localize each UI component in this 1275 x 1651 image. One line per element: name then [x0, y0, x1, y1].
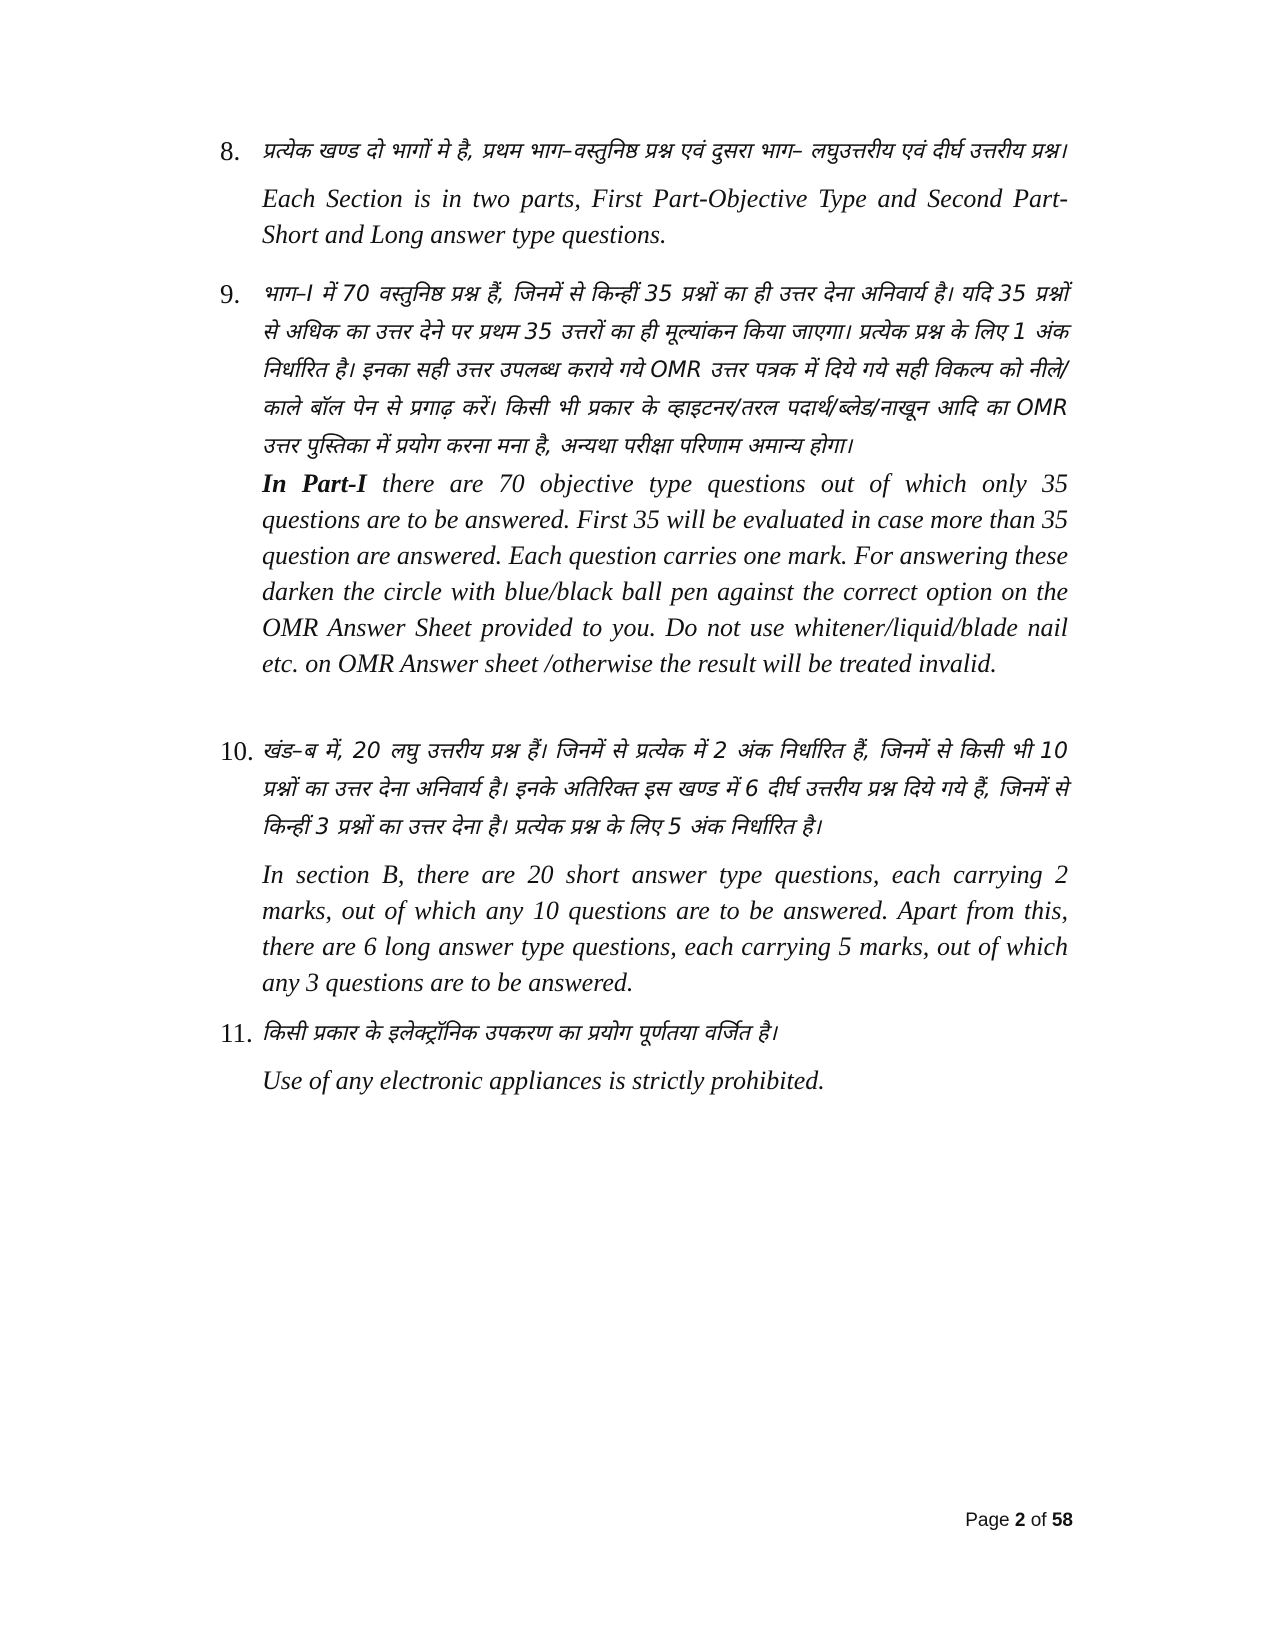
item-number: 8.	[220, 136, 241, 166]
total-pages: 58	[1051, 1510, 1073, 1531]
item-number: 11.	[220, 1018, 253, 1048]
page-number	[965, 1510, 1073, 1532]
instruction-hindi: खंड–ब में, 20 लघु उत्तरीय प्रश्न हैं। जिनमें से प्रत्येक में 2 अंक निर्धारित हैं, जिनमें से किसी भी 10 प्रश्नों का उत्तर देना अनिवार्य है। इनके अतिरिक्त इस खण्ड में 6 दीर्घ उत्तरीय प्रश्न दिये गये हैं, जिनमें से किन्हीं 3 प्रश्नों का उत्तर देना है। प्रत्येक प्रश्न के लिए 5 अंक निर्धारित है।	[262, 739, 1068, 840]
instruction-item-9	[220, 276, 1068, 682]
instruction-english: Each Section is in two parts, First Part-Objective Type and Second Part-Short and Long answer type questions.	[262, 184, 1068, 249]
page-of: of	[1025, 1510, 1052, 1531]
instruction-item-10	[220, 733, 1068, 1001]
part-label: In Part-I	[262, 469, 367, 498]
instruction-item-8	[220, 133, 1068, 253]
instruction-hindi: किसी प्रकार के इलेक्ट्रॉनिक उपकरण का प्रयोग पूर्णतया वर्जित है।	[262, 1021, 777, 1046]
instruction-hindi: भाग–I में 70 वस्तुनिष्ठ प्रश्न हैं, जिनमें से किन्हीं 35 प्रश्नों का ही उत्तर देना अनिवार्य है। यदि 35 प्रश्नों से अधिक का उत्तर देने पर प्रथम 35 उत्तरों का ही मूल्यांकन किया जाएगा। प्रत्येक प्रश्न के लिए 1 अंक निर्धारित है। इनका सही उत्तर उपलब्ध कराये गये OMR उत्तर पत्रक में दिये गये सही विकल्प को नीले/काले बॉल पेन से प्रगाढ़ करें। किसी भी प्रकार के व्हाइटनर/तरल पदार्थ/ब्लेड/नाखून आदि का OMR उत्तर पुस्तिका में प्रयोग करना मना है, अन्यथा परीक्षा परिणाम अमान्य होगा।	[262, 282, 1068, 459]
instruction-english: Use of any electronic appliances is strictly prohibited.	[262, 1066, 825, 1095]
instruction-english: In section B, there are 20 short answer type questions, each carrying 2 marks, out of which any 10 questions are to be answered. Apart from this, there are 6 long answer type questions, each carrying 5 marks, out of which any 3 questions are to be answered.	[262, 860, 1068, 997]
item-number: 10.	[220, 736, 254, 766]
item-number: 9.	[220, 279, 241, 309]
instruction-english-text: there are 70 objective type questions out of which only 35 questions are to be answered. First 35 will be evaluated in case more than 35 question are answered. Each question carries one mark. For answering these darken the circle with blue/black ball pen against the correct option on the OMR Answer Sheet provided to you. Do not use whitener/liquid/blade nail etc. on OMR Answer sheet /otherwise the result will be treated invalid.	[262, 469, 1068, 678]
instruction-hindi: प्रत्येक खण्ड दो भागों मे है, प्रथम भाग–वस्तुनिष्ठ प्रश्न एवं दुसरा भाग– लघुउत्तरीय एवं दीर्घ उत्तरीय प्रश्न।	[262, 139, 1067, 164]
instruction-item-11	[220, 1015, 1068, 1099]
instruction-english	[262, 466, 1068, 682]
current-page: 2	[1014, 1510, 1026, 1531]
page-prefix: Page	[965, 1510, 1015, 1531]
